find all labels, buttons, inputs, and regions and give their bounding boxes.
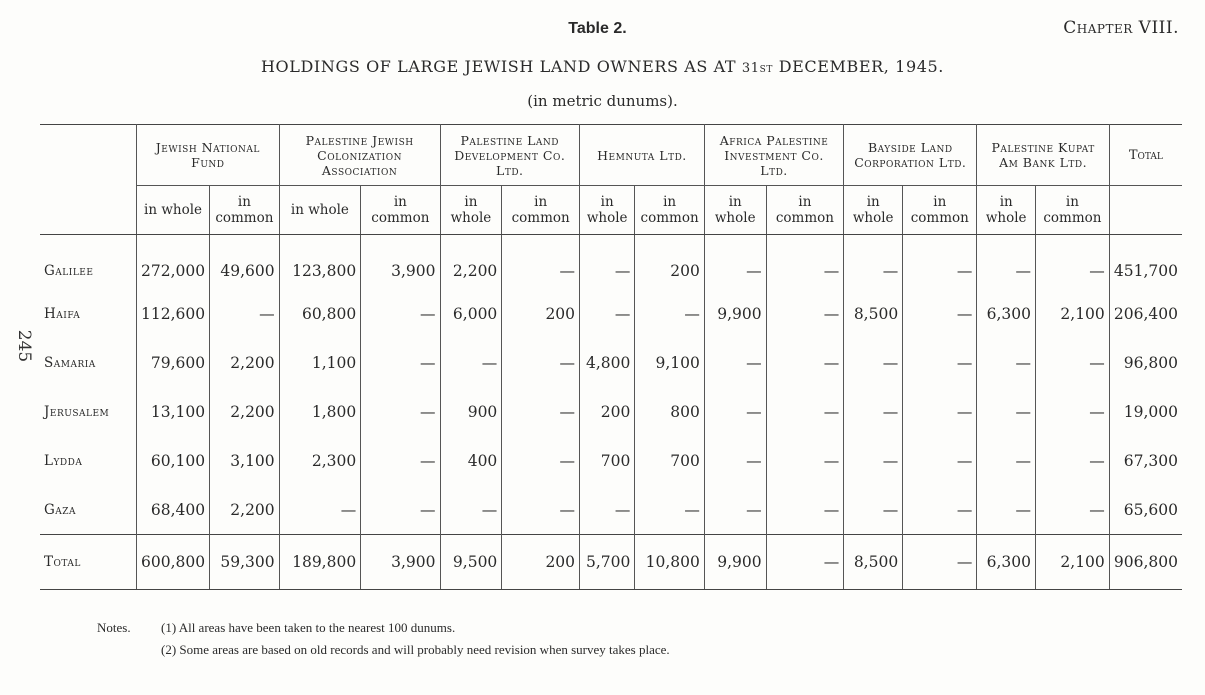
subheader-in-common: in common — [766, 186, 844, 235]
subheader-in-whole: in whole — [440, 186, 502, 235]
value-cell: — — [977, 387, 1036, 436]
value-cell: 8,500 — [844, 289, 903, 338]
notes-label: Notes. — [97, 620, 131, 635]
value-cell: 2,200 — [440, 235, 502, 290]
value-cell: 3,900 — [361, 235, 440, 290]
value-cell: 13,100 — [137, 387, 210, 436]
note-1 — [97, 620, 670, 642]
region-label: Total — [40, 535, 137, 590]
row-total-cell: 206,400 — [1109, 289, 1182, 338]
value-cell: — — [977, 436, 1036, 485]
value-cell: 400 — [440, 436, 502, 485]
title-date-ordinal: 31st — [741, 61, 774, 76]
table-row — [40, 289, 1182, 338]
value-cell: 3,100 — [210, 436, 280, 485]
chapter-heading: Chapter VIII. — [1063, 18, 1179, 38]
value-cell: — — [903, 387, 977, 436]
value-cell: 112,600 — [137, 289, 210, 338]
value-cell: — — [977, 338, 1036, 387]
page-number: 245 — [14, 329, 35, 363]
table-body — [40, 235, 1182, 590]
org-header: Palestine Jewish Colonization Association — [279, 125, 440, 186]
value-cell: 700 — [580, 436, 635, 485]
value-cell: 200 — [635, 235, 705, 290]
value-cell: 6,300 — [977, 289, 1036, 338]
value-cell: — — [766, 338, 844, 387]
value-cell: — — [361, 387, 440, 436]
value-cell: — — [580, 485, 635, 535]
value-cell: — — [766, 535, 844, 590]
value-cell: — — [440, 338, 502, 387]
value-cell: — — [903, 235, 977, 290]
value-cell: — — [440, 485, 502, 535]
value-cell: — — [1036, 436, 1110, 485]
table-title — [0, 57, 1205, 76]
value-cell: 1,100 — [279, 338, 361, 387]
title-text-end: DECEMBER, 1945. — [773, 57, 944, 76]
value-cell: 4,800 — [580, 338, 635, 387]
table-subtitle: (in metric dunums). — [527, 92, 678, 110]
org-header: Palestine Land Development Co. Ltd. — [440, 125, 580, 186]
value-cell: 272,000 — [137, 235, 210, 290]
value-cell: 49,600 — [210, 235, 280, 290]
value-cell: 2,300 — [279, 436, 361, 485]
table-row — [40, 387, 1182, 436]
value-cell: 600,800 — [137, 535, 210, 590]
row-total-cell: 19,000 — [1109, 387, 1182, 436]
value-cell: 700 — [635, 436, 705, 485]
value-cell: 60,800 — [279, 289, 361, 338]
org-header: Jewish National Fund — [137, 125, 280, 186]
value-cell: — — [1036, 387, 1110, 436]
value-cell: — — [704, 235, 766, 290]
value-cell: — — [502, 436, 580, 485]
value-cell: — — [1036, 338, 1110, 387]
value-cell: 6,000 — [440, 289, 502, 338]
value-cell: — — [580, 289, 635, 338]
value-cell: — — [361, 289, 440, 338]
value-cell: 2,200 — [210, 485, 280, 535]
value-cell: — — [704, 436, 766, 485]
table-row — [40, 485, 1182, 535]
value-cell: — — [279, 485, 361, 535]
value-cell: 59,300 — [210, 535, 280, 590]
value-cell: — — [1036, 485, 1110, 535]
value-cell: 9,500 — [440, 535, 502, 590]
region-label: Haifa — [44, 305, 81, 322]
value-cell: — — [502, 338, 580, 387]
value-cell: — — [903, 485, 977, 535]
subheader-in-whole: in whole — [704, 186, 766, 235]
value-cell: 900 — [440, 387, 502, 436]
region-header-blank — [40, 125, 137, 186]
value-cell: 123,800 — [279, 235, 361, 290]
value-cell: — — [903, 436, 977, 485]
value-cell: — — [704, 485, 766, 535]
value-cell: — — [903, 338, 977, 387]
value-cell: — — [502, 235, 580, 290]
value-cell: 8,500 — [844, 535, 903, 590]
region-subheader-blank — [40, 186, 137, 235]
subheader-in-whole: in whole — [977, 186, 1036, 235]
value-cell: — — [210, 289, 280, 338]
value-cell: 10,800 — [635, 535, 705, 590]
value-cell: 9,100 — [635, 338, 705, 387]
value-cell: — — [844, 387, 903, 436]
region-label: Galilee — [44, 263, 94, 279]
subheader-in-common: in common — [361, 186, 440, 235]
table-row — [40, 436, 1182, 485]
table-row — [40, 235, 1182, 290]
value-cell: — — [844, 338, 903, 387]
notes — [97, 620, 670, 664]
region-label: Jerusalem — [44, 403, 110, 420]
row-total-cell: 67,300 — [1109, 436, 1182, 485]
subheader-in-whole: in whole — [137, 186, 210, 235]
value-cell: — — [844, 235, 903, 290]
value-cell: 79,600 — [137, 338, 210, 387]
table-label — [0, 20, 1205, 38]
subheader-in-whole: in whole — [279, 186, 361, 235]
org-header: Africa Palestine Investment Co. Ltd. — [704, 125, 843, 186]
value-cell: — — [361, 338, 440, 387]
value-cell: 9,900 — [704, 289, 766, 338]
value-cell: 60,100 — [137, 436, 210, 485]
subheader-in-common: in common — [1036, 186, 1110, 235]
value-cell: 2,100 — [1036, 289, 1110, 338]
row-total-cell: 96,800 — [1109, 338, 1182, 387]
value-cell: — — [903, 289, 977, 338]
value-cell: 3,900 — [361, 535, 440, 590]
value-cell: — — [766, 289, 844, 338]
value-cell: — — [635, 485, 705, 535]
value-cell: — — [977, 485, 1036, 535]
table-label-text: Table 2. — [568, 20, 627, 37]
value-cell: 200 — [580, 387, 635, 436]
value-cell: — — [1036, 235, 1110, 290]
total-subheader-blank — [1109, 186, 1182, 235]
org-header: Bayside Land Corporation Ltd. — [844, 125, 977, 186]
value-cell: 2,200 — [210, 338, 280, 387]
org-header: Hemnuta Ltd. — [580, 125, 705, 186]
subheader-in-common: in common — [635, 186, 705, 235]
value-cell: — — [361, 436, 440, 485]
value-cell: 800 — [635, 387, 705, 436]
value-cell: — — [502, 387, 580, 436]
subheader-in-common: in common — [903, 186, 977, 235]
value-cell: 1,800 — [279, 387, 361, 436]
value-cell: — — [704, 338, 766, 387]
value-cell: — — [844, 485, 903, 535]
value-cell: — — [580, 235, 635, 290]
organization-header-row — [40, 125, 1182, 186]
subheader-in-whole: in whole — [580, 186, 635, 235]
org-header: Palestine Kupat Am Bank Ltd. — [977, 125, 1109, 186]
value-cell: — — [903, 535, 977, 590]
value-cell: — — [844, 436, 903, 485]
value-cell: 2,200 — [210, 387, 280, 436]
total-row — [40, 535, 1182, 590]
value-cell: — — [361, 485, 440, 535]
note-2 — [97, 642, 670, 664]
value-cell: 6,300 — [977, 535, 1036, 590]
value-cell: 200 — [502, 535, 580, 590]
table-row — [40, 338, 1182, 387]
value-cell: 9,900 — [704, 535, 766, 590]
value-cell: — — [766, 485, 844, 535]
region-label: Samaria — [44, 354, 96, 371]
total-header: Total — [1109, 125, 1182, 186]
subheader-in-common: in common — [210, 186, 280, 235]
title-text: HOLDINGS OF LARGE JEWISH LAND OWNERS AS AT — [261, 57, 742, 76]
value-cell: 2,100 — [1036, 535, 1110, 590]
value-cell: — — [635, 289, 705, 338]
value-cell: — — [977, 235, 1036, 290]
row-total-cell: 906,800 — [1109, 535, 1182, 590]
row-total-cell: 451,700 — [1109, 235, 1182, 290]
holdings-table — [40, 124, 1182, 590]
value-cell: 200 — [502, 289, 580, 338]
subheader-in-common: in common — [502, 186, 580, 235]
subheader-in-whole: in whole — [844, 186, 903, 235]
region-label: Lydda — [44, 452, 83, 469]
subheader-row — [40, 186, 1182, 235]
note-text: (1) All areas have been taken to the nearest 100 dunums. — [161, 620, 456, 635]
value-cell: — — [704, 387, 766, 436]
value-cell: — — [766, 235, 844, 290]
region-label: Gaza — [44, 501, 77, 518]
value-cell: — — [766, 436, 844, 485]
row-total-cell: 65,600 — [1109, 485, 1182, 535]
value-cell: 68,400 — [137, 485, 210, 535]
value-cell: 189,800 — [279, 535, 361, 590]
note-text: (2) Some areas are based on old records and will probably need revision when survey takes place. — [161, 642, 670, 657]
value-cell: — — [766, 387, 844, 436]
value-cell: 5,700 — [580, 535, 635, 590]
value-cell: — — [502, 485, 580, 535]
